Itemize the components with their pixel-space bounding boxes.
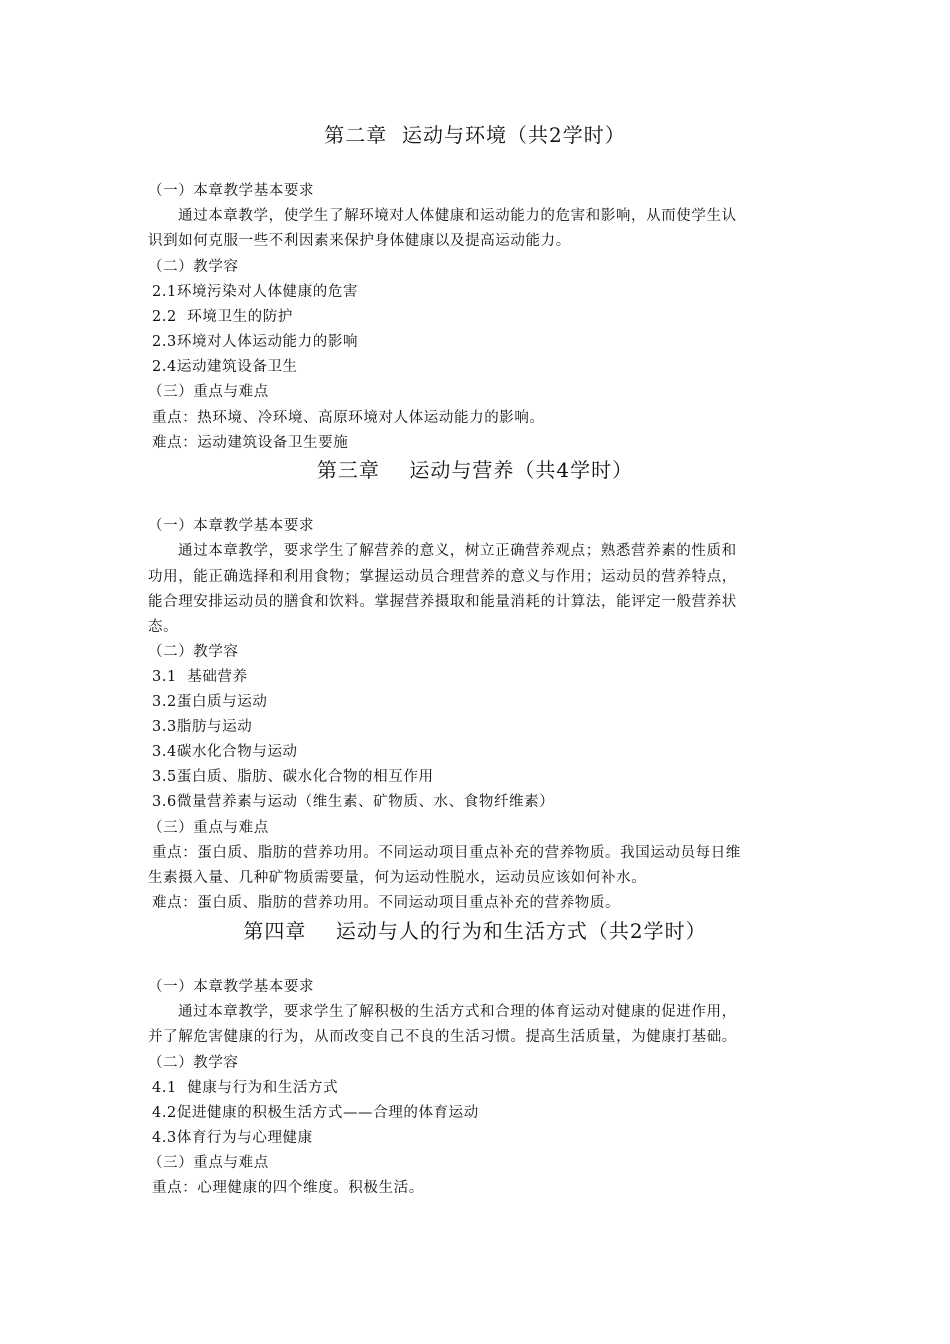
section-heading-key-points: （三）重点与难点 [148, 1155, 269, 1171]
section-heading-content: （二）教学容 [148, 259, 239, 275]
paragraph-line: 并了解危害健康的行为，从而改变自己不良的生活习惯。提高生活质量，为健康打基础。 [148, 1029, 737, 1045]
key-point-line: 生素摄入量、几种矿物质需要量，何为运动性脱水，运动员应该如何补水。 [148, 870, 647, 886]
content-item: 3.3脂肪与运动 [152, 719, 253, 735]
paragraph-line: 通过本章教学，要求学生了解营养的意义，树立正确营养观点；熟悉营养素的性质和 [178, 543, 737, 559]
paragraph-line: 能合理安排运动员的膳食和饮料。掌握营养摄取和能量消耗的计算法，能评定一般营养状 [148, 594, 737, 610]
content-item: 2.1环境污染对人体健康的危害 [152, 284, 359, 300]
key-point-line: 重点：热环境、冷环境、高原环境对人体运动能力的影响。 [152, 410, 545, 426]
key-point-line: 重点：心理健康的四个维度。积极生活。 [152, 1180, 424, 1196]
difficulty-line: 难点：运动建筑设备卫生要施 [152, 435, 349, 451]
content-item: 3.6微量营养素与运动（维生素、矿物质、水、食物纤维素） [152, 794, 555, 810]
content-item: 2.2 环境卫生的防护 [152, 309, 293, 325]
difficulty-line: 难点：蛋白质、脂肪的营养功用。不同运动项目重点补充的营养物质。 [152, 895, 621, 911]
content-item: 2.4运动建筑设备卫生 [152, 359, 298, 375]
content-item: 3.1 基础营养 [152, 669, 248, 685]
content-item: 3.5蛋白质、脂肪、碳水化合物的相互作用 [152, 769, 434, 785]
content-item: 4.1 健康与行为和生活方式 [152, 1080, 339, 1096]
section-heading-content: （二）教学容 [148, 644, 239, 660]
paragraph-line: 通过本章教学，使学生了解环境对人体健康和运动能力的危害和影响，从而使学生认 [178, 208, 737, 224]
section-heading-requirements: （一）本章教学基本要求 [148, 518, 315, 534]
chapter-title: 第三章 运动与营养（共4学时） [316, 458, 634, 482]
section-heading-requirements: （一）本章教学基本要求 [148, 979, 315, 995]
key-point-line: 重点：蛋白质、脂肪的营养功用。不同运动项目重点补充的营养物质。我国运动员每日维 [152, 845, 741, 861]
section-heading-requirements: （一）本章教学基本要求 [148, 183, 315, 199]
paragraph-line: 通过本章教学，要求学生了解积极的生活方式和合理的体育运动对健康的促进作用， [178, 1004, 737, 1020]
content-item: 4.3体育行为与心理健康 [152, 1130, 313, 1146]
paragraph-line: 态。 [148, 619, 179, 635]
content-item: 2.3环境对人体运动能力的影响 [152, 334, 359, 350]
paragraph-line: 功用，能正确选择和利用食物；掌握运动员合理营养的意义与作用；运动员的营养特点， [148, 569, 737, 585]
section-heading-key-points: （三）重点与难点 [148, 384, 269, 400]
content-item: 3.4碳水化合物与运动 [152, 744, 298, 760]
paragraph-line: 识到如何克服一些不利因素来保护身体健康以及提高运动能力。 [148, 233, 571, 249]
content-item: 3.2蛋白质与运动 [152, 694, 268, 710]
chapter-title: 第四章 运动与人的行为和生活方式（共2学时） [243, 919, 707, 943]
chapter-title: 第二章 运动与环境（共2学时） [324, 123, 626, 147]
content-item: 4.2促进健康的积极生活方式——合理的体育运动 [152, 1105, 479, 1121]
section-heading-key-points: （三）重点与难点 [148, 820, 269, 836]
section-heading-content: （二）教学容 [148, 1055, 239, 1071]
